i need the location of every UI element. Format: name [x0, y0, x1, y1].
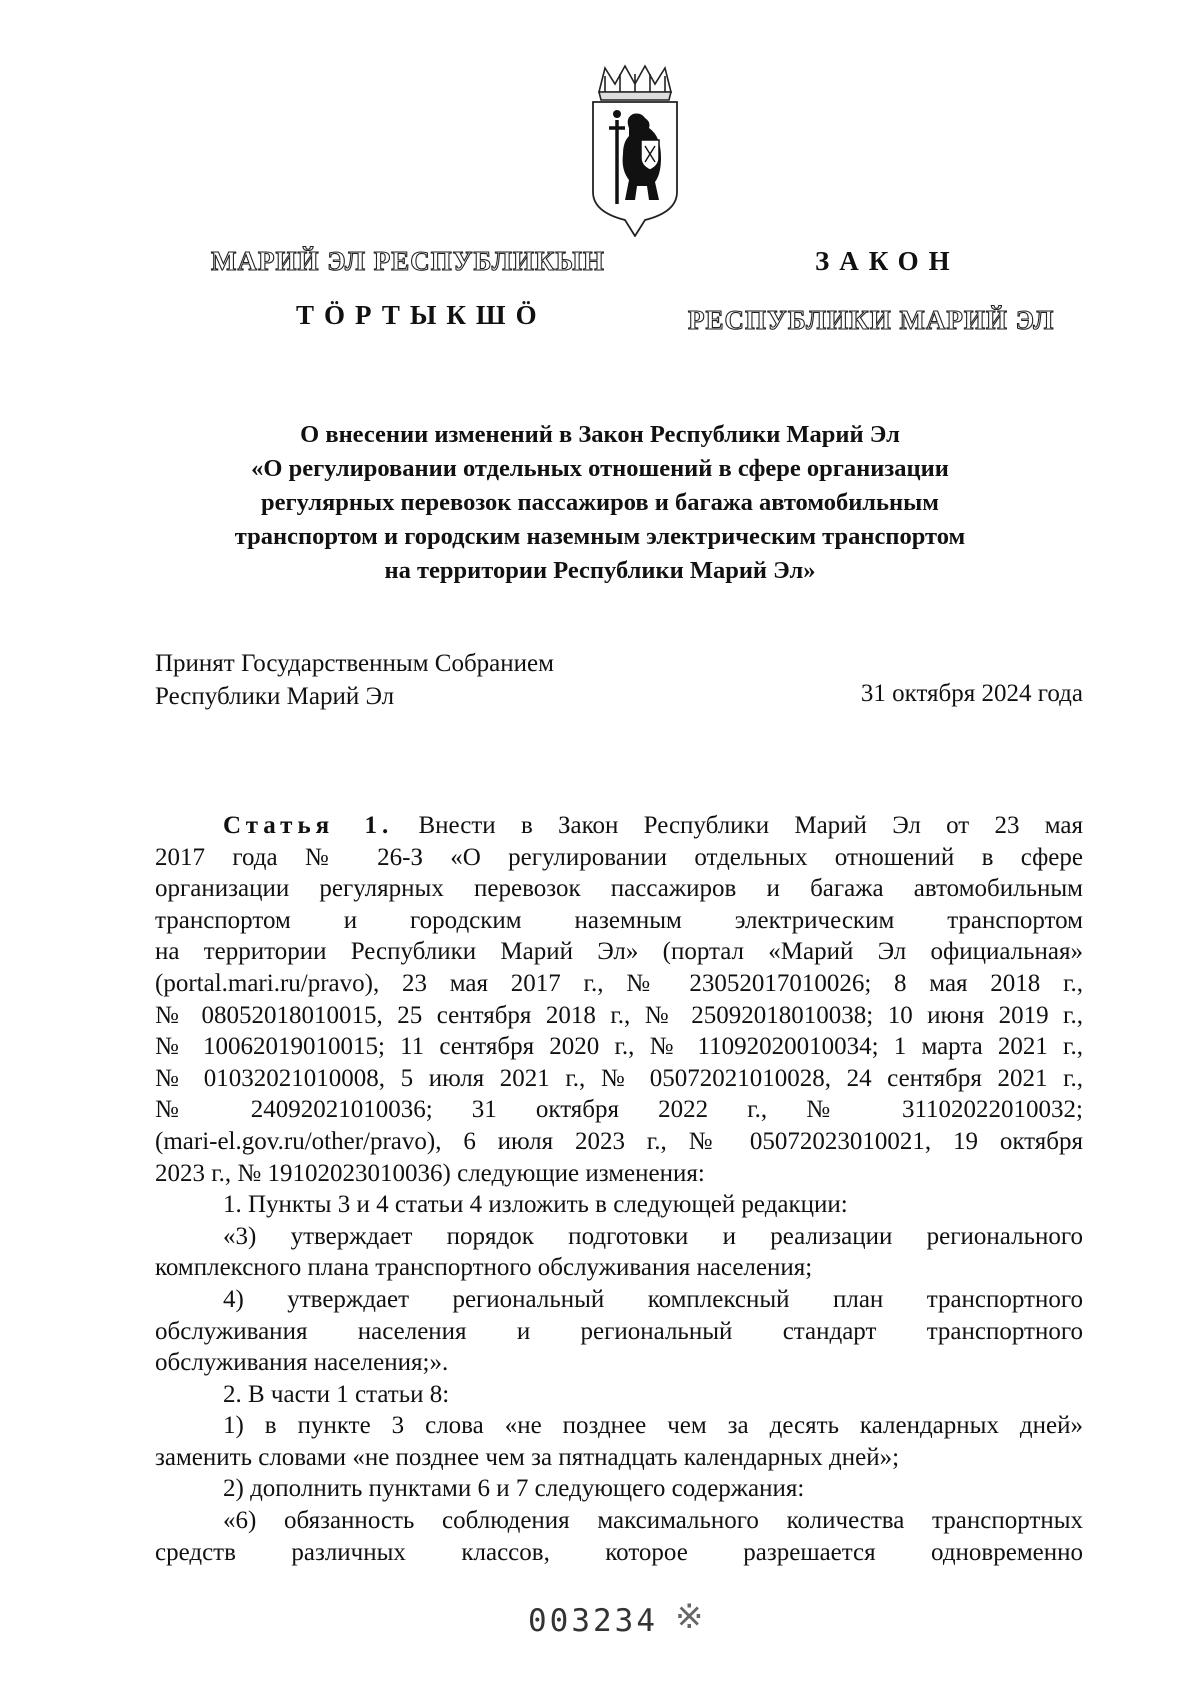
body-line: организации регулярных перевозок пассажиров и багажа автомобильным — [155, 875, 1083, 903]
item-1-heading: 1. Пункты 3 и 4 статьи 4 изложить в следующей редакции: — [223, 1191, 848, 1219]
serial-number: 003234 — [528, 1603, 658, 1639]
subitem-6-line1: «6) обязанность соблюдения максимального количества транспортных — [223, 1507, 1083, 1535]
subitem-1-line1: 1) в пункте 3 слова «не позднее чем за десять календарных дней» — [223, 1412, 1083, 1440]
adopted-by-line2: Республики Марий Эл — [155, 683, 395, 710]
subitem-1-line2: заменить словами «не позднее чем за пятнадцать календарных дней»; — [155, 1443, 900, 1471]
item-4-line3: обслуживания населения;». — [155, 1349, 449, 1377]
adopted-by-line1: Принят Государственным Собранием — [155, 650, 554, 677]
item-4-line1: 4) утверждает региональный комплексный план транспортного — [223, 1285, 1083, 1313]
coat-of-arms-emblem — [585, 62, 685, 237]
document-body — [155, 810, 1083, 1568]
adoption-block — [155, 647, 554, 713]
document-title — [150, 418, 1050, 588]
title-line: «О регулировании отдельных отношений в сфере организации — [251, 455, 949, 482]
body-line: на территории Республики Марий Эл» (портал «Марий Эл официальная» — [155, 938, 1083, 966]
body-line: 2017 года № 26-З «О регулировании отдельных отношений в сфере — [155, 843, 1083, 871]
body-line: 2023 г., № 19102023010036) следующие изменения: — [155, 1159, 705, 1187]
item-2-heading: 2. В части 1 статьи 8: — [223, 1380, 450, 1408]
item-4-line2: обслуживания населения и региональный стандарт транспортного — [155, 1317, 1083, 1345]
body-line: транспортом и городским наземным электрическим транспортом — [155, 906, 1083, 934]
item-3-line2: комплексного плана транспортного обслуживания населения; — [155, 1254, 813, 1282]
body-line: (portal.mari.ru/pravo), 23 мая 2017 г., № 23052017010026; 8 мая 2018 г., — [155, 969, 1083, 997]
title-line: регулярных перевозок пассажиров и багажа автомобильным — [261, 489, 939, 516]
header-zakon: ЗАКОН — [815, 246, 960, 276]
body-line: № 10062019010015; 11 сентября 2020 г., № 11092020010034; 1 марта 2021 г., — [155, 1033, 1083, 1061]
subitem-2: 2) дополнить пунктами 6 и 7 следующего содержания: — [223, 1475, 805, 1503]
header-mari-line1: МАРИЙ ЭЛ РЕСПУБЛИКЫН — [211, 246, 605, 276]
header-republic-line: РЕСПУБЛИКИ МАРИЙ ЭЛ — [688, 305, 1055, 335]
title-line: О внесении изменений в Закон Республики Марий Эл — [300, 421, 900, 448]
article-1-text: Внести в Закон Республики Марий Эл от 23 мая — [418, 812, 1083, 839]
body-line: № 08052018010015, 25 сентября 2018 г., № 25092018010038; 10 июня 2019 г., — [155, 1001, 1083, 1029]
footer-mark-icon: ※ — [675, 1599, 704, 1636]
item-3-line1: «3) утверждает порядок подготовки и реализации регионального — [223, 1222, 1083, 1250]
article-1-first-line — [155, 810, 1083, 842]
adoption-date: 31 октября 2024 года — [860, 680, 1083, 707]
title-line: транспортом и городским наземным электрическим транспортом — [234, 523, 966, 550]
title-line: на территории Республики Марий Эл» — [384, 557, 816, 584]
body-line: № 01032021010008, 5 июля 2021 г., № 05072021010028, 24 сентября 2021 г., — [155, 1064, 1083, 1092]
subitem-6-line2: средств различных классов, которое разрешается одновременно — [155, 1538, 1083, 1566]
header-mari-line2: ТӦРТЫКШӦ — [296, 300, 547, 330]
body-line: № 24092021010036; 31 октября 2022 г., № 31102022010032; — [155, 1096, 1083, 1124]
body-line: (mari-el.gov.ru/other/pravo), 6 июля 2023 г., № 05072023010021, 19 октября — [155, 1127, 1083, 1155]
article-label: Статья 1. — [223, 812, 394, 839]
